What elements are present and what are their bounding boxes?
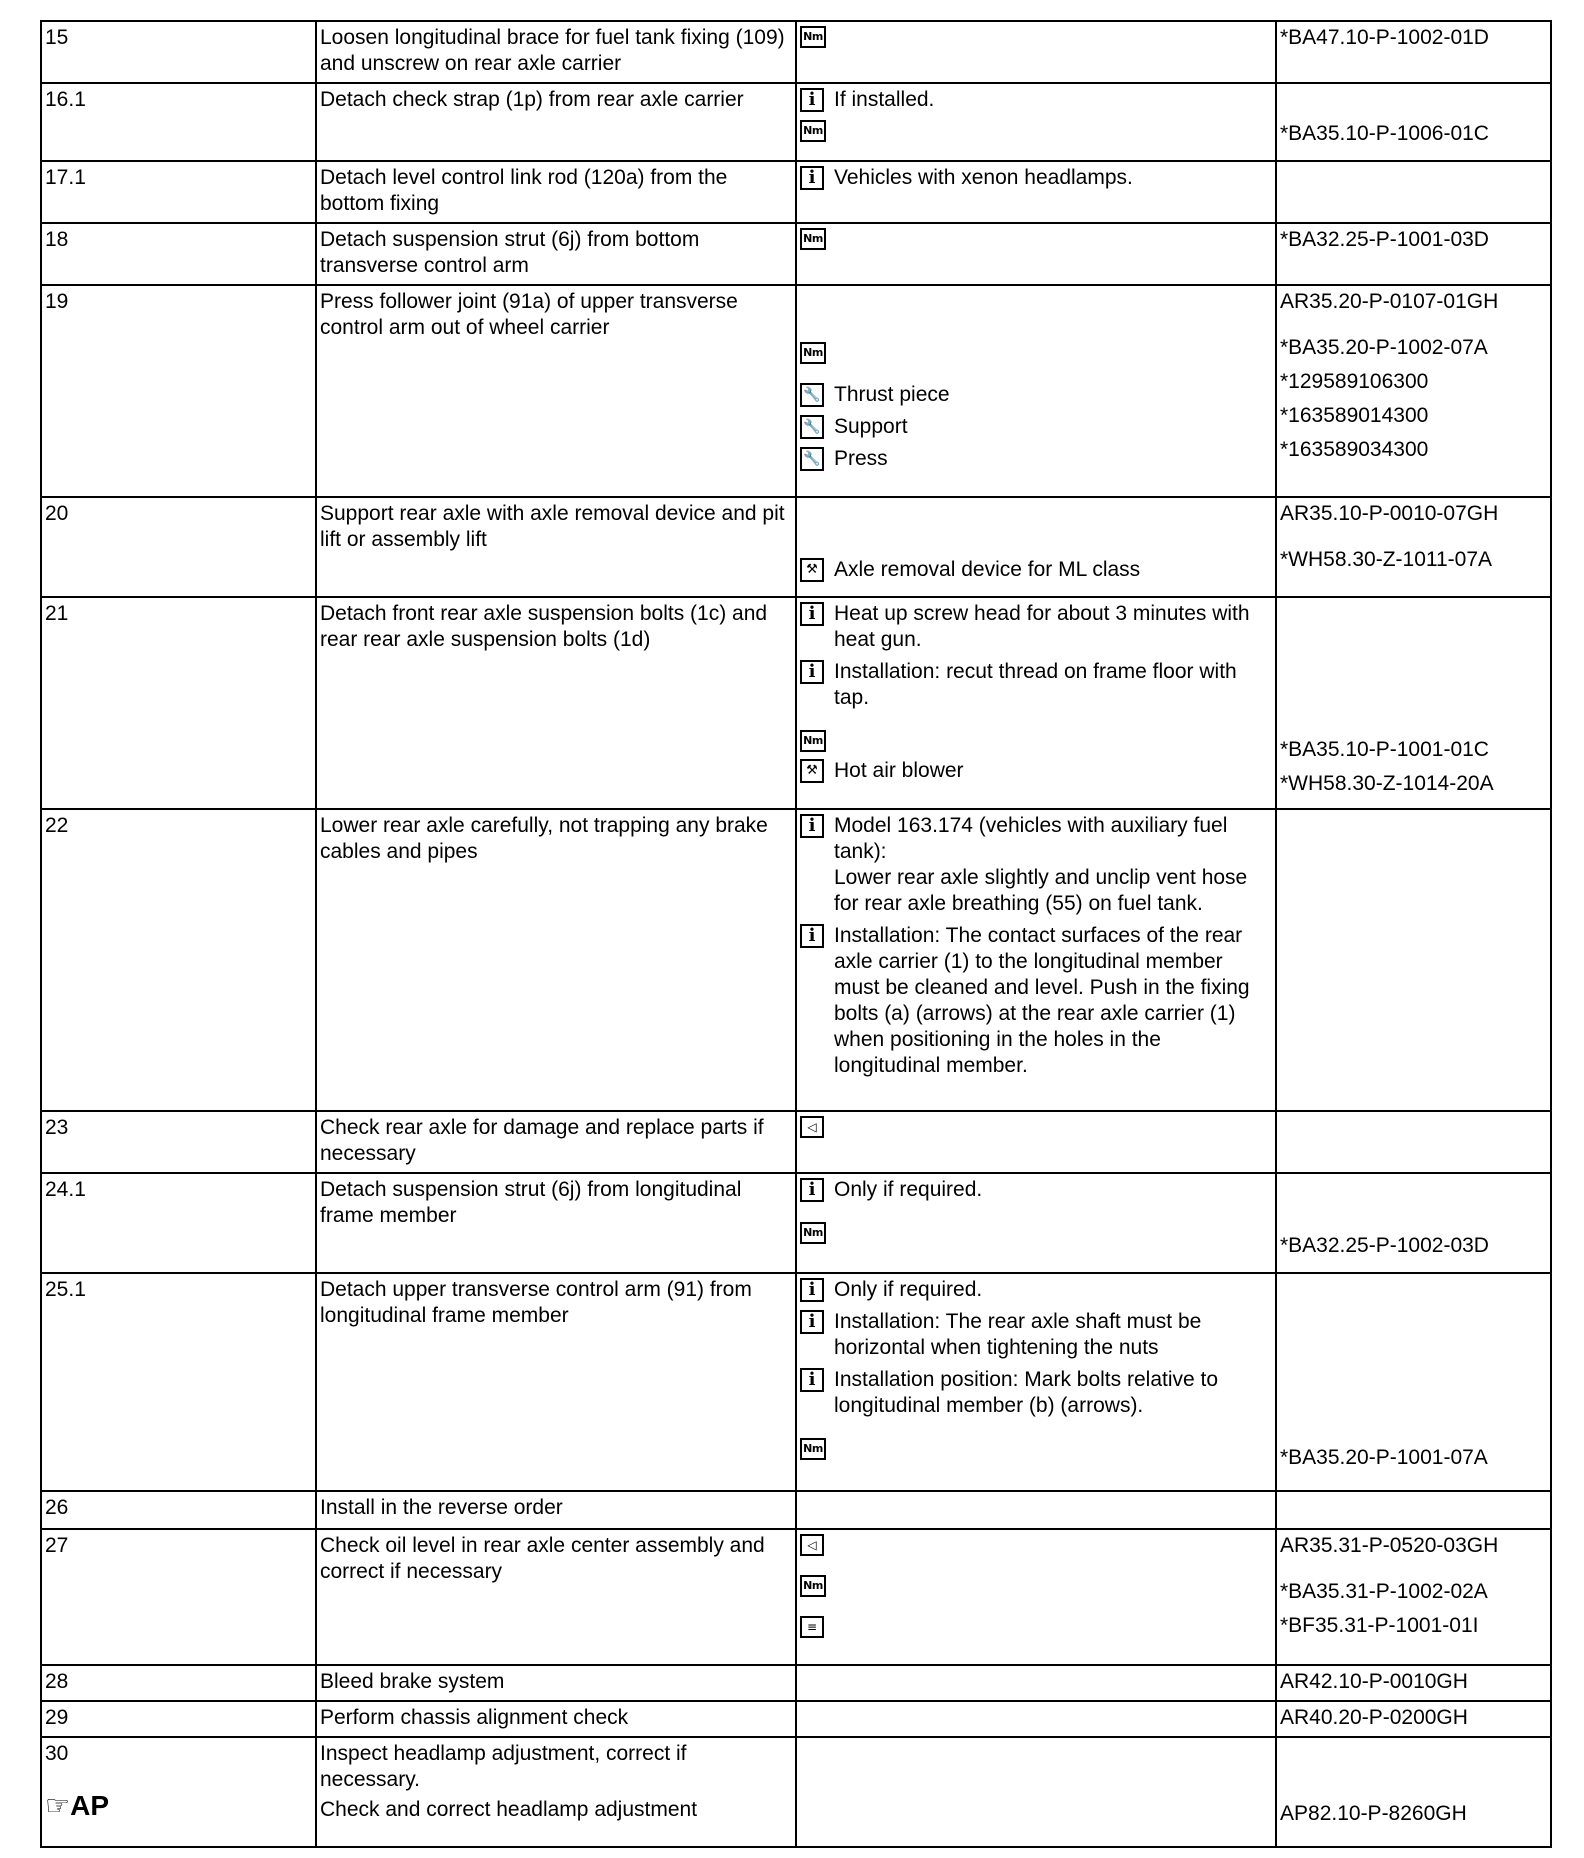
step-number: 19 — [41, 285, 316, 497]
notes-cell — [796, 1737, 1276, 1847]
table-row — [41, 1111, 1551, 1173]
info-icon: i — [800, 814, 824, 838]
reference-cell — [1276, 1529, 1551, 1665]
step-number: 18 — [41, 223, 316, 285]
notes-cell — [796, 1665, 1276, 1701]
info-icon: i — [800, 924, 824, 948]
reference-link[interactable]: *BA35.31-P-1002-02A — [1280, 1580, 1488, 1603]
reference-link[interactable]: *BA32.25-P-1001-03D — [1280, 228, 1489, 251]
reference-cell — [1276, 1491, 1551, 1529]
reference-link[interactable]: AR35.20-P-0107-01GH — [1280, 290, 1499, 313]
step-number: 30 ☞AP — [41, 1737, 316, 1847]
reference-link[interactable]: *BA47.10-P-1002-01D — [1280, 26, 1489, 49]
notes-cell — [796, 1701, 1276, 1737]
action-text: Perform chassis alignment check — [316, 1701, 796, 1737]
reference-cell — [1276, 223, 1551, 285]
reference-cell — [1276, 1665, 1551, 1701]
reference-link[interactable]: *163589014300 — [1280, 404, 1429, 427]
action-text: Detach check strap (1p) from rear axle carrier — [316, 83, 796, 161]
step-number: 23 — [41, 1111, 316, 1173]
reference-link[interactable]: AP82.10-P-8260GH — [1280, 1802, 1467, 1825]
notes-cell — [796, 1491, 1276, 1529]
step-number: 16.1 — [41, 83, 316, 161]
action-text: Install in the reverse order — [316, 1491, 796, 1529]
reference-link[interactable]: *129589106300 — [1280, 370, 1429, 393]
table-row — [41, 1529, 1551, 1665]
step-number: 15 — [41, 21, 316, 83]
reference-link[interactable]: *BA35.10-P-1001-01C — [1280, 738, 1489, 761]
reference-cell — [1276, 497, 1551, 597]
table-row — [41, 161, 1551, 223]
reference-cell — [1276, 285, 1551, 497]
reference-link[interactable]: *BA35.10-P-1006-01C — [1280, 122, 1489, 145]
reference-cell — [1276, 1173, 1551, 1273]
table-row — [41, 809, 1551, 1111]
notes-cell: i Only if required. i Installation: The rear axle shaft must be horizontal when tightening the nuts i Installation position: Mark bolts relative to longitudinal member (b) (arrows). Nm — [796, 1273, 1276, 1491]
info-icon: i — [800, 660, 824, 684]
info-icon: i — [800, 602, 824, 626]
reference-link[interactable]: *WH58.30-Z-1011-07A — [1280, 548, 1493, 571]
action-text: Support rear axle with axle removal device and pit lift or assembly lift — [316, 497, 796, 597]
reference-cell — [1276, 83, 1551, 161]
notes-cell: Nm 🔧 Thrust piece 🔧 Support 🔧 Press — [796, 285, 1276, 497]
torque-nm-icon[interactable]: Nm — [800, 1575, 826, 1597]
reference-cell — [1276, 1737, 1551, 1847]
step-number: 27 — [41, 1529, 316, 1665]
notes-cell: i Only if required. Nm — [796, 1173, 1276, 1273]
step-number: 21 — [41, 597, 316, 809]
notes-cell: ⚒ Axle removal device for ML class — [796, 497, 1276, 597]
action-text: Check rear axle for damage and replace parts if necessary — [316, 1111, 796, 1173]
action-text: Press follower joint (91a) of upper transverse control arm out of wheel carrier — [316, 285, 796, 497]
action-text: Detach upper transverse control arm (91) from longitudinal frame member — [316, 1273, 796, 1491]
table-row — [41, 1173, 1551, 1273]
info-icon: i — [800, 88, 824, 112]
info-icon: i — [800, 1278, 824, 1302]
reference-link[interactable]: AR42.10-P-0010GH — [1280, 1670, 1468, 1693]
info-icon: i — [800, 1368, 824, 1392]
inspection-icon[interactable]: ◁ — [800, 1534, 824, 1556]
action-text: Detach suspension strut (6j) from bottom transverse control arm — [316, 223, 796, 285]
step-number: 26 — [41, 1491, 316, 1529]
fluid-specification-icon[interactable]: ≡ — [800, 1616, 824, 1638]
notes-cell: i Model 163.174 (vehicles with auxiliary fuel tank): Lower rear axle slightly and unclip vent hose for rear axle breathing (55) on fuel tank. i Installation: The contact surfaces of the rear axle carrier (1) to the longitudinal member must be cleaned and level. Push in the fixing bolts (a) (arrows) at the rear axle carrier (1) when positioning in the holes in the longitudinal member. — [796, 809, 1276, 1111]
table-row — [41, 83, 1551, 161]
repair-procedure-document — [40, 20, 1550, 1848]
reference-link[interactable]: *BF35.31-P-1001-01I — [1280, 1614, 1479, 1637]
torque-nm-icon[interactable]: Nm — [800, 342, 826, 364]
info-icon: i — [800, 1310, 824, 1334]
step-number: 20 — [41, 497, 316, 597]
table-row — [41, 223, 1551, 285]
table-row — [41, 1491, 1551, 1529]
reference-link[interactable]: AR35.10-P-0010-07GH — [1280, 502, 1499, 525]
action-text: Check oil level in rear axle center assembly and correct if necessary — [316, 1529, 796, 1665]
torque-nm-icon[interactable]: Nm — [800, 120, 826, 142]
special-tool-icon[interactable]: 🔧 — [800, 383, 824, 407]
action-text: Bleed brake system — [316, 1665, 796, 1701]
table-row — [41, 21, 1551, 83]
step-number: 22 — [41, 809, 316, 1111]
special-tool-icon[interactable]: 🔧 — [800, 447, 824, 471]
torque-nm-icon[interactable]: Nm — [800, 1438, 826, 1460]
procedure-table — [40, 20, 1552, 1848]
ap-label: AP — [70, 1790, 110, 1821]
action-text: Loosen longitudinal brace for fuel tank fixing (109) and unscrew on rear axle carrier — [316, 21, 796, 83]
reference-cell — [1276, 21, 1551, 83]
reference-link[interactable]: AR35.31-P-0520-03GH — [1280, 1534, 1499, 1557]
table-row — [41, 1737, 1551, 1847]
table-row — [41, 1701, 1551, 1737]
table-row — [41, 597, 1551, 809]
reference-link[interactable]: *163589034300 — [1280, 438, 1429, 461]
torque-nm-icon[interactable]: Nm — [800, 730, 826, 752]
action-text: Inspect headlamp adjustment, correct if necessary. Check and correct headlamp adjustment — [316, 1737, 796, 1847]
notes-cell — [796, 1529, 1276, 1665]
notes-cell — [796, 223, 1276, 285]
notes-cell — [796, 21, 1276, 83]
torque-nm-icon[interactable]: Nm — [800, 228, 826, 250]
action-text: Detach level control link rod (120a) from the bottom fixing — [316, 161, 796, 223]
reference-link[interactable]: *BA35.20-P-1002-07A — [1280, 336, 1488, 359]
reference-cell — [1276, 1701, 1551, 1737]
action-text: Detach suspension strut (6j) from longitudinal frame member — [316, 1173, 796, 1273]
pointing-hand-icon[interactable]: ☞AP — [45, 1790, 110, 1821]
reference-link[interactable]: *BA35.20-P-1001-07A — [1280, 1446, 1488, 1469]
notes-cell — [796, 1111, 1276, 1173]
reference-link[interactable]: *BA32.25-P-1002-03D — [1280, 1234, 1489, 1257]
info-icon: i — [800, 166, 824, 190]
reference-cell — [1276, 1273, 1551, 1491]
table-row — [41, 285, 1551, 497]
step-number: 28 — [41, 1665, 316, 1701]
action-text: Detach front rear axle suspension bolts (1c) and rear rear axle suspension bolts (1d) — [316, 597, 796, 809]
step-number: 25.1 — [41, 1273, 316, 1491]
reference-cell — [1276, 161, 1551, 223]
table-row — [41, 1273, 1551, 1491]
table-row — [41, 497, 1551, 597]
notes-cell: i If installed. Nm — [796, 83, 1276, 161]
notes-cell: i Vehicles with xenon headlamps. — [796, 161, 1276, 223]
reference-cell — [1276, 597, 1551, 809]
special-tool-icon[interactable]: 🔧 — [800, 415, 824, 439]
step-number: 17.1 — [41, 161, 316, 223]
reference-cell — [1276, 1111, 1551, 1173]
notes-cell: i Heat up screw head for about 3 minutes with heat gun. i Installation: recut thread on frame floor with tap. Nm ⚒ Hot air blower — [796, 597, 1276, 809]
reference-cell — [1276, 809, 1551, 1111]
step-number: 29 — [41, 1701, 316, 1737]
reference-link[interactable]: *WH58.30-Z-1014-20A — [1280, 772, 1494, 795]
torque-nm-icon[interactable]: Nm — [800, 26, 826, 48]
workshop-equipment-icon[interactable]: ⚒ — [800, 759, 824, 783]
torque-nm-icon[interactable]: Nm — [800, 1222, 826, 1244]
info-icon: i — [800, 1178, 824, 1202]
reference-link[interactable]: AR40.20-P-0200GH — [1280, 1706, 1468, 1729]
step-number: 24.1 — [41, 1173, 316, 1273]
action-text: Lower rear axle carefully, not trapping any brake cables and pipes — [316, 809, 796, 1111]
inspection-icon[interactable]: ◁ — [800, 1116, 824, 1138]
table-row — [41, 1665, 1551, 1701]
workshop-equipment-icon[interactable]: ⚒ — [800, 558, 824, 582]
